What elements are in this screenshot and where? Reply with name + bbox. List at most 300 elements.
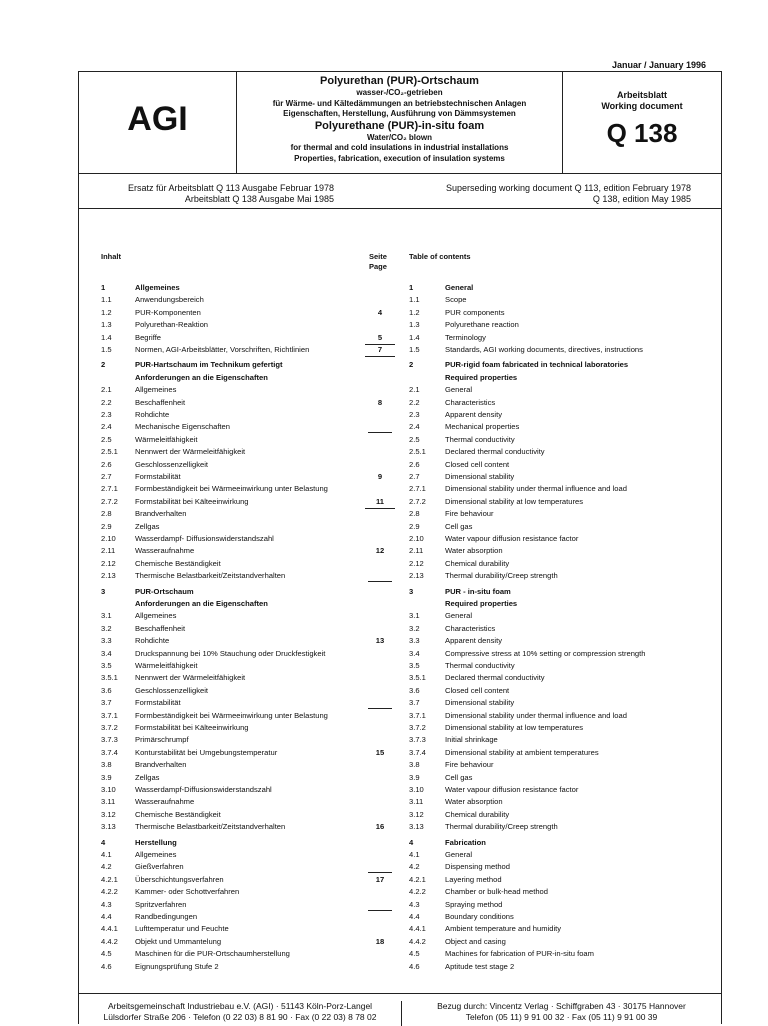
toc-page-separator	[368, 581, 392, 582]
toc-section-number-en: 3	[409, 586, 414, 596]
toc-row	[79, 344, 721, 356]
toc-section-number-en: 4.2.2	[409, 887, 426, 897]
toc-entry-de: Formbeständigkeit bei Wärmeeinwirkung unter Belastung	[135, 484, 328, 494]
toc-entry-en: Dimensional stability	[445, 472, 515, 481]
toc-row	[79, 899, 721, 911]
toc-section-number-en: 3.12	[409, 809, 424, 819]
toc-row	[79, 446, 721, 458]
toc-section-number-en: 4.6	[409, 961, 420, 971]
toc-entry-de: Druckspannung bei 10% Stauchung oder Druckfestigkeit	[135, 648, 326, 658]
toc-entry-de: Begriffe	[135, 332, 162, 342]
toc-section-number-de: 4.5	[101, 949, 112, 959]
toc-entry-en: General	[445, 611, 473, 621]
toc-row	[79, 772, 721, 784]
supersede-en-line1: Superseding working document Q 113, edition February 1978	[446, 183, 691, 193]
toc-entry-de: Anforderungen an die Eigenschaften	[135, 599, 268, 608]
toc-section-number-de: 2.4	[101, 422, 112, 432]
toc-entry-en: General	[445, 283, 474, 292]
toc-section-number-de: 3.7.1	[101, 710, 118, 720]
toc-section-number-de: 4.2.2	[101, 887, 118, 897]
sheet-label-en: Working document	[601, 101, 683, 111]
toc-section-number-en: 2.13	[409, 571, 424, 581]
toc-section-number-de: 3.9	[101, 772, 112, 782]
toc-section-number-de: 3.5	[101, 661, 112, 670]
toc-section-number-en: 1.4	[409, 332, 420, 342]
toc-entry-de: Gießverfahren	[135, 862, 184, 872]
logo-box	[79, 72, 237, 173]
toc-entry-en: Thermal durability/Creep strength	[445, 822, 558, 832]
toc-entry-de: Beschaffenheit	[135, 397, 186, 407]
agi-logo: AGI	[127, 100, 188, 138]
toc-entry-de: Anwendungsbereich	[135, 295, 204, 305]
toc-section-number-de: 1.3	[101, 320, 112, 330]
toc-section-number-en: 2.2	[409, 397, 420, 407]
toc-section-number-de: 3.7.4	[101, 747, 118, 757]
supersede-de-line2: Arbeitsblatt Q 138 Ausgabe Mai 1985	[184, 194, 334, 204]
toc-row	[79, 734, 721, 746]
title-de-sub1: wasser-/CO₂-getrieben	[356, 88, 443, 97]
toc-section-number-en: 4.4	[409, 912, 420, 921]
toc-entry-en: Water vapour diffusion resistance factor	[445, 534, 579, 543]
toc-entry-de: Rohdichte	[135, 636, 170, 646]
toc-section-number-en: 2.6	[409, 459, 420, 469]
toc-section-number-en: 3.11	[409, 797, 424, 807]
toc-entry-de: Geschlossenzelligkeit	[135, 459, 209, 469]
title-block	[237, 72, 563, 173]
toc-row	[79, 685, 721, 697]
toc-entry-de: Rohdichte	[135, 410, 170, 419]
toc-row	[79, 586, 721, 598]
toc-entry-en: Chamber or bulk-head method	[445, 887, 548, 897]
toc-entry-en: Thermal conductivity	[445, 661, 515, 670]
toc-section-number-de: 3.4	[101, 648, 112, 658]
toc-section-number-de: 2.8	[101, 509, 112, 519]
toc-row	[79, 558, 721, 570]
toc-row	[79, 722, 721, 734]
toc-section-number-de: 2.7.2	[101, 496, 118, 506]
toc-entry-de: Thermische Belastbarkeit/Zeitstandverhalten	[135, 822, 286, 832]
toc-section-number-de: 2.2	[101, 397, 112, 407]
toc-row	[79, 936, 721, 948]
toc-row	[79, 759, 721, 771]
toc-entry-en: Boundary conditions	[445, 912, 514, 921]
toc-section-number-de: 3.3	[101, 636, 112, 646]
footer-right-line2: Telefon (05 11) 9 91 00 32 · Fax (05 11) 9 91 00 39	[465, 1012, 658, 1022]
toc-row	[79, 332, 721, 344]
toc-row	[79, 747, 721, 759]
toc-section-number-en: 3.10	[409, 785, 424, 794]
toc-section-number-de: 1.2	[101, 307, 112, 317]
toc-section-number-de: 3.13	[101, 822, 116, 832]
toc-entry-de: Maschinen für die PUR-Ortschaumherstellung	[135, 949, 290, 959]
toc-page-number: 4	[377, 307, 383, 317]
title-en-main: Polyurethane (PUR)-in-situ foam	[314, 119, 485, 132]
toc-entry-de: Allgemeines	[135, 850, 177, 859]
toc-section-number-de: 3.7.3	[101, 735, 118, 745]
supersede-de	[79, 183, 334, 205]
toc-entry-en: Declared thermal conductivity	[445, 673, 545, 683]
toc-section-number-en: 4.4.1	[409, 924, 426, 934]
toc-entry-en: PUR - in-situ foam	[445, 586, 511, 596]
toc-section-number-de: 4.2.1	[101, 874, 118, 884]
toc-section-number-de: 2.10	[101, 534, 116, 543]
document-footer	[79, 993, 721, 1026]
toc-entry-en: Closed cell content	[445, 685, 510, 695]
toc-section-number-en: 3.5.1	[409, 673, 426, 683]
toc-section-number-de: 4.4.2	[101, 936, 118, 946]
toc-section-number-en: 3.7	[409, 698, 420, 708]
toc-entry-de: Wasseraufnahme	[135, 546, 195, 556]
toc-entry-en: Dimensional stability at ambient temperatures	[445, 747, 599, 757]
toc-page-number: 18	[375, 936, 385, 946]
toc-section-number-de: 4.4	[101, 912, 112, 921]
toc-row	[79, 459, 721, 471]
toc-section-number-en: 2.10	[409, 534, 424, 543]
toc-section-number-en: 2.7	[409, 472, 420, 481]
toc-section-number-de: 3.7	[101, 698, 112, 708]
toc-entry-de: Beschaffenheit	[135, 623, 186, 633]
toc-section-number-de: 4	[101, 837, 106, 847]
toc-entry-en: General	[445, 385, 473, 395]
toc-entry-en: PUR-rigid foam fabricated in technical laboratories	[445, 360, 629, 370]
toc-row	[79, 648, 721, 660]
toc-section-number-de: 2.7.1	[101, 484, 118, 494]
toc-row	[79, 710, 721, 722]
toc-section-number-en: 3.5	[409, 661, 420, 670]
toc-row	[79, 623, 721, 635]
toc-section-number-en: 4.5	[409, 949, 420, 959]
toc-page-separator	[368, 872, 392, 873]
toc-entry-de: Allgemeines	[135, 611, 177, 621]
toc-entry-de: Wärmeleitfähigkeit	[135, 661, 198, 670]
toc-heading-en: Table of contents	[409, 252, 471, 261]
toc-heading-page-de: Seite	[369, 252, 387, 261]
toc-section-number-en: 2.9	[409, 521, 420, 531]
toc-entry-de: Chemische Beständigkeit	[135, 558, 221, 568]
toc-row	[79, 372, 721, 384]
toc-entry-en: Dimensional stability at low temperatures	[445, 723, 584, 732]
toc-entry-en: Terminology	[445, 332, 486, 342]
toc-section-number-en: 3.7.4	[409, 747, 426, 757]
toc-entry-de: Wasserdampf- Diffusionswiderstandszahl	[135, 534, 274, 543]
toc-section-number-de: 2.1	[101, 385, 112, 395]
toc-row	[79, 886, 721, 898]
toc-section-number-en: 4	[409, 837, 414, 847]
toc-section-number-en: 3.6	[409, 685, 420, 695]
toc-row	[79, 533, 721, 545]
toc-heading-de: Inhalt	[101, 252, 121, 261]
toc-row	[79, 521, 721, 533]
toc-page-number: 9	[377, 472, 383, 481]
toc-row	[79, 809, 721, 821]
toc-section-number-en: 1	[409, 283, 414, 292]
toc-entry-de: Lufttemperatur und Feuchte	[135, 924, 229, 934]
toc-entry-en: Dimensional stability	[445, 698, 515, 708]
sheet-number: Q 138	[606, 118, 678, 148]
toc-entry-de: Herstellung	[135, 837, 177, 847]
toc-section-number-en: 4.3	[409, 899, 420, 909]
supersede-de-line1: Ersatz für Arbeitsblatt Q 113 Ausgabe Februar 1978	[128, 183, 334, 193]
toc-entry-de: Objekt und Ummantelung	[135, 936, 222, 946]
toc-entry-de: Geschlossenzelligkeit	[135, 685, 209, 695]
toc-heading-page	[369, 252, 387, 272]
toc-entry-de: Chemische Beständigkeit	[135, 809, 221, 819]
toc-entry-de: Normen, AGI-Arbeitsblätter, Vorschriften, Richtlinien	[135, 345, 310, 354]
toc-row	[79, 861, 721, 873]
toc-section-number-en: 3.2	[409, 623, 420, 633]
title-en-sub2: for thermal and cold insulations in industrial installations	[290, 143, 509, 152]
toc-entry-de: Zellgas	[135, 521, 160, 531]
toc-entry-en: Aptitude test stage 2	[445, 961, 515, 971]
toc-row	[79, 508, 721, 520]
toc-entry-de: Formstabilität	[135, 472, 181, 481]
toc-entry-de: PUR-Hartschaum im Technikum gefertigt	[135, 360, 283, 370]
sheet-box	[563, 72, 721, 173]
toc-section-number-en: 3.7.2	[409, 723, 426, 732]
toc-entry-en: Fire behaviour	[445, 760, 494, 770]
toc-row	[79, 434, 721, 446]
toc-entry-de: Brandverhalten	[135, 509, 187, 519]
toc-entry-en: Polyurethane reaction	[445, 320, 519, 330]
toc-section-number-de: 3	[101, 586, 106, 596]
toc-section-number-de: 4.4.1	[101, 924, 118, 934]
toc-section-number-de: 1.4	[101, 332, 112, 342]
toc-entry-en: Water absorption	[445, 546, 503, 556]
toc-page-number: 13	[375, 636, 385, 646]
toc-section-number-de: 3.2	[101, 623, 112, 633]
footer-publisher	[79, 1001, 402, 1026]
toc-row	[79, 282, 721, 294]
toc-entry-de: PUR-Komponenten	[135, 307, 201, 317]
toc-entry-de: PUR-Ortschaum	[135, 586, 194, 596]
toc-row	[79, 384, 721, 396]
toc-row	[79, 496, 721, 508]
toc-entry-en: Spraying method	[445, 899, 503, 909]
document-frame	[78, 71, 722, 1024]
title-de-sub3: Eigenschaften, Herstellung, Ausführung von Dämmsystemen	[283, 109, 516, 118]
toc-entry-en: Required properties	[445, 599, 518, 608]
toc-entry-en: Characteristics	[445, 623, 496, 633]
toc-entry-en: Scope	[445, 295, 467, 305]
toc-entry-en: Mechanical properties	[445, 422, 520, 432]
toc-row	[79, 307, 721, 319]
toc-section-number-de: 4.6	[101, 961, 112, 971]
toc-entry-en: Dimensional stability under thermal influence and load	[445, 484, 627, 494]
toc-entry-de: Anforderungen an die Eigenschaften	[135, 372, 268, 382]
toc-entry-de: Eignungsprüfung Stufe 2	[135, 961, 219, 971]
toc-entry-de: Überschichtungsverfahren	[135, 874, 224, 884]
document-header	[79, 72, 721, 174]
toc-section-number-de: 3.7.2	[101, 723, 118, 732]
toc-entry-de: Allgemeines	[135, 283, 180, 292]
toc-section-number-en: 4.2.1	[409, 874, 426, 884]
toc-entry-en: Apparent density	[445, 410, 502, 419]
toc-entry-de: Konturstabilität bei Umgebungstemperatur	[135, 747, 278, 757]
toc-section-number-en: 3.7.1	[409, 710, 426, 720]
toc-heading-page-en: Page	[369, 262, 387, 271]
toc-section-number-en: 3.4	[409, 648, 420, 658]
toc-entry-de: Allgemeines	[135, 385, 177, 395]
toc-row	[79, 359, 721, 371]
toc-entry-en: Characteristics	[445, 397, 496, 407]
toc-section-number-en: 1.3	[409, 320, 420, 330]
toc-section-number-de: 4.1	[101, 850, 112, 859]
toc-section-number-en: 3.13	[409, 822, 424, 832]
toc-row	[79, 796, 721, 808]
toc-section-number-de: 3.1	[101, 611, 112, 621]
toc-section-number-en: 4.1	[409, 850, 420, 859]
footer-distributor	[402, 1001, 721, 1023]
toc-entry-de: Nennwert der Wärmeleitfähigkeit	[135, 673, 246, 683]
toc-entry-en: Cell gas	[445, 772, 473, 782]
toc-entry-en: Dimensional stability under thermal influence and load	[445, 710, 627, 720]
document-date: Januar / January 1996	[612, 60, 707, 70]
toc-section-number-en: 1.1	[409, 295, 420, 305]
toc-row	[79, 923, 721, 935]
toc-section-number-de: 3.11	[101, 797, 116, 807]
toc-entry-en: Fire behaviour	[445, 509, 494, 519]
toc-row	[79, 471, 721, 483]
toc-section-number-de: 2.5	[101, 434, 112, 444]
toc-section-number-en: 1.2	[409, 307, 420, 317]
supersede-block	[79, 174, 721, 209]
toc-entry-de: Nennwert der Wärmeleitfähigkeit	[135, 447, 246, 457]
toc-entry-de: Thermische Belastbarkeit/Zeitstandverhalten	[135, 571, 286, 581]
toc-entry-en: Initial shrinkage	[445, 735, 498, 745]
toc-row	[79, 948, 721, 960]
toc-section-number-en: 1.5	[409, 345, 420, 354]
toc-row	[79, 598, 721, 610]
toc-page-number: 8	[377, 397, 383, 407]
title-en-sub1: Water/CO₂ blown	[366, 132, 433, 142]
toc-section-number-en: 2.5.1	[409, 447, 426, 457]
toc-section-number-en: 2.3	[409, 410, 420, 419]
toc-section-number-de: 2.9	[101, 521, 112, 531]
toc-entry-de: Randbedingungen	[135, 912, 198, 921]
toc-entry-en: Closed cell content	[445, 459, 510, 469]
footer-left-line2: Lülsdorfer Straße 206 · Telefon (0 22 03) 8 81 90 · Fax (0 22 03) 8 78 02	[103, 1012, 377, 1022]
toc-entry-de: Polyurethan-Reaktion	[135, 320, 209, 330]
toc-section-number-en: 3.1	[409, 611, 420, 621]
toc-row	[79, 409, 721, 421]
toc-section-number-de: 2.13	[101, 571, 116, 581]
toc-entry-en: Chemical durability	[445, 809, 510, 819]
toc-section-number-de: 3.12	[101, 809, 116, 819]
toc-row	[79, 635, 721, 647]
toc-section-number-de: 1	[101, 283, 106, 292]
toc-entry-en: General	[445, 850, 473, 859]
toc-row	[79, 294, 721, 306]
toc-row	[79, 961, 721, 973]
toc-section-number-en: 2.7.1	[409, 484, 426, 494]
toc-entry-de: Zellgas	[135, 772, 160, 782]
toc-page-number: 7	[365, 344, 395, 357]
toc-section-number-en: 2.7.2	[409, 496, 426, 506]
toc-section-number-en: 2	[409, 360, 414, 370]
toc-row	[79, 849, 721, 861]
toc-section-number-en: 2.5	[409, 434, 420, 444]
toc-entry-en: Ambient temperature and humidity	[445, 924, 562, 934]
toc-section-number-de: 4.2	[101, 862, 112, 872]
toc-section-number-en: 4.4.2	[409, 936, 426, 946]
title-de-main: Polyurethan (PUR)-Ortschaum	[320, 75, 479, 87]
toc-entry-en: Thermal conductivity	[445, 434, 515, 444]
toc-page-separator	[368, 910, 392, 911]
toc-entry-de: Wasseraufnahme	[135, 797, 195, 807]
toc-section-number-de: 4.3	[101, 899, 112, 909]
toc-entry-en: Apparent density	[445, 636, 502, 646]
toc-row	[79, 697, 721, 709]
toc-section-number-de: 3.8	[101, 760, 112, 770]
toc-entry-de: Formstabilität	[135, 698, 181, 708]
toc-row	[79, 874, 721, 886]
toc-entry-en: Water vapour diffusion resistance factor	[445, 785, 579, 794]
toc-entry-de: Wärmeleitfähigkeit	[135, 434, 198, 444]
toc-page-number: 15	[375, 747, 385, 757]
toc-entry-en: Object and casing	[445, 936, 506, 946]
toc-entry-en: Standards, AGI working documents, directives, instructions	[445, 345, 643, 354]
toc-row	[79, 483, 721, 495]
footer-right-line1: Bezug durch: Vincentz Verlag · Schiffgraben 43 · 30175 Hannover	[437, 1001, 686, 1011]
footer-left-line1: Arbeitsgemeinschaft Industriebau e.V. (AGI) · 51143 Köln-Porz-Langel	[107, 1001, 373, 1011]
toc-row	[79, 784, 721, 796]
toc-entry-de: Primärschrumpf	[135, 735, 189, 745]
toc-row	[79, 570, 721, 582]
toc-section-number-de: 1.5	[101, 345, 112, 354]
toc-row	[79, 545, 721, 557]
toc-row	[79, 911, 721, 923]
toc-section-number-de: 3.6	[101, 685, 112, 695]
toc-entry-de: Spritzverfahren	[135, 899, 187, 909]
toc-section-number-de: 2.5.1	[101, 447, 118, 457]
toc-page-number: 17	[375, 874, 385, 884]
toc-section-number-en: 2.11	[409, 546, 424, 556]
toc-entry-en: Water absorption	[445, 797, 503, 807]
toc-section-number-de: 1.1	[101, 295, 112, 305]
toc-entry-en: Machines for fabrication of PUR-in-situ foam	[445, 949, 594, 959]
toc-entry-en: Dispensing method	[445, 862, 511, 872]
toc-entry-de: Brandverhalten	[135, 760, 187, 770]
toc-section-number-de: 2.6	[101, 459, 112, 469]
toc-section-number-en: 2.8	[409, 509, 420, 519]
toc-row	[79, 660, 721, 672]
toc-section-number-de: 2.3	[101, 410, 112, 419]
toc-entry-en: Compressive stress at 10% setting or compression strength	[445, 648, 646, 658]
toc-section-number-de: 3.10	[101, 785, 116, 794]
title-en-sub3: Properties, fabrication, execution of insulation systems	[294, 153, 505, 163]
toc-section-number-en: 3.8	[409, 760, 420, 770]
toc-section-number-en: 3.3	[409, 636, 420, 646]
title-de-sub2: für Wärme- und Kältedämmungen an betriebstechnischen Anlagen	[272, 98, 527, 108]
toc-row	[79, 821, 721, 833]
toc-entry-de: Wasserdampf-Diffusionswiderstandszahl	[135, 785, 272, 794]
toc-entry-en: Declared thermal conductivity	[445, 447, 545, 457]
toc-row	[79, 397, 721, 409]
toc-entry-en: Layering method	[445, 874, 502, 884]
toc-row	[79, 421, 721, 433]
toc-entry-de: Formbeständigkeit bei Wärmeeinwirkung unter Belastung	[135, 710, 328, 720]
toc-row	[79, 319, 721, 331]
supersede-en-line2: Q 138, edition May 1985	[592, 194, 691, 204]
toc-row	[79, 837, 721, 849]
supersede-en	[409, 183, 691, 205]
toc-entry-de: Formstabilität bei Kälteeinwirkung	[135, 723, 249, 732]
toc-page-separator	[368, 708, 392, 709]
toc-section-number-en: 4.2	[409, 862, 420, 872]
toc-page-number: 5	[365, 332, 395, 345]
toc-section-number-en: 3.9	[409, 772, 420, 782]
toc-section-number-en: 2.4	[409, 422, 420, 432]
